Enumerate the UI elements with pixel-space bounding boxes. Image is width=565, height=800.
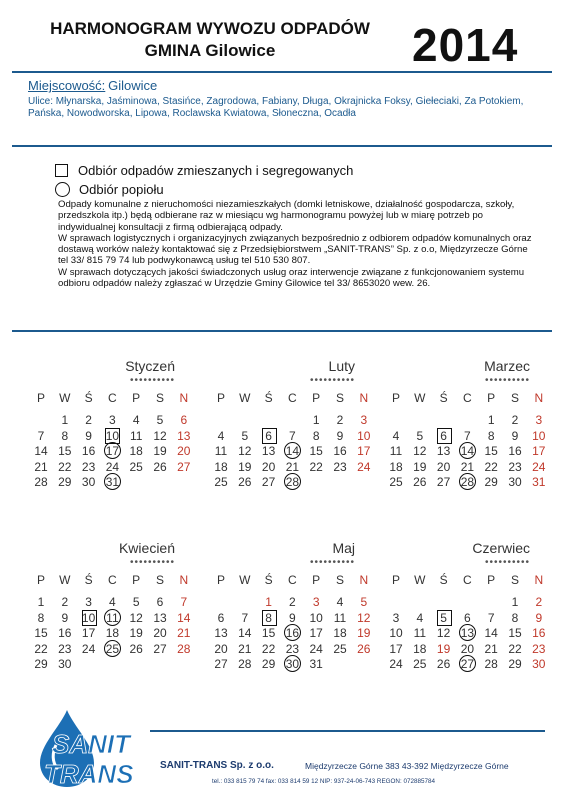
day-cell: 11	[413, 626, 427, 641]
day-cell: 14	[238, 626, 252, 641]
day-cell: 29	[34, 657, 48, 672]
legend-ash-label: Odbiór popiołu	[79, 182, 164, 197]
day-cell: 9	[61, 610, 69, 625]
weekday-header: W	[59, 573, 71, 587]
day-cell: 17	[532, 444, 546, 459]
weekday-header: P	[36, 573, 45, 587]
day-cell: 20	[177, 444, 191, 459]
square-icon	[55, 164, 68, 177]
weekday-header: Ś	[84, 573, 93, 587]
day-cell: 8	[61, 428, 69, 443]
footer-address: Międzyrzecze Górne 383 43-392 Międzyrzecze Górne	[305, 761, 509, 771]
day-cell: 24	[309, 641, 323, 656]
day-cell: 26	[129, 641, 143, 656]
day-cell: 5	[132, 595, 140, 609]
month-name: Czerwiec	[472, 540, 530, 556]
weekday-header: S	[510, 391, 519, 405]
month-calendar	[210, 358, 371, 498]
month-name: Marzec	[484, 358, 530, 374]
weekday-header: C	[108, 391, 117, 405]
day-cell: 15	[508, 626, 522, 641]
location-label: Miejscowość:	[28, 78, 106, 93]
day-cell: 22	[34, 641, 48, 656]
divider-middle	[12, 145, 552, 147]
weekday-header: N	[359, 391, 369, 405]
month-calendar	[210, 540, 371, 680]
day-cell: 21	[484, 641, 498, 656]
day-cell: 18	[333, 626, 347, 641]
weekday-header: N	[359, 573, 369, 587]
streets-label: Ulice:	[28, 96, 54, 107]
day-cell: 26	[357, 641, 371, 656]
day-cell: 11	[101, 610, 123, 626]
logo-text-bottom: TRANS	[44, 759, 134, 789]
weekday-header: C	[108, 573, 117, 587]
day-cell: 5	[416, 428, 424, 443]
day-cell: 24	[389, 657, 403, 672]
day-cell: 27	[456, 656, 478, 672]
weekday-header: P	[132, 573, 141, 587]
footer-contacts: tel.: 033 815 79 74 fax: 033 814 59 12 NIP: 937-24-06-743 REGON: 072885784	[212, 778, 435, 785]
month-name: Styczeń	[125, 358, 175, 374]
day-cell: 14	[34, 444, 48, 459]
day-cell: 20	[153, 626, 167, 641]
day-cell: 8	[258, 610, 280, 626]
day-cell: 20	[460, 641, 475, 656]
location-block	[28, 80, 548, 120]
day-cell: 30	[281, 656, 303, 672]
weekday-header: C	[463, 573, 472, 587]
title-line-1: HARMONOGRAM WYWOZU ODPADÓW	[50, 19, 370, 38]
day-cell: 3	[109, 413, 116, 427]
day-cell: 25	[333, 641, 347, 656]
weekday-header: N	[179, 391, 189, 405]
month-calendar	[385, 540, 546, 680]
day-cell: 30	[58, 657, 72, 672]
day-cell: 25	[389, 475, 403, 490]
day-cell: 14	[177, 610, 191, 625]
month-dots: ••••••••••	[129, 557, 175, 568]
weekday-header: Ś	[264, 573, 273, 587]
day-cell: 27	[214, 657, 228, 672]
day-cell: 1	[511, 595, 519, 609]
month-dots: ••••••••••	[309, 557, 355, 568]
day-cell: 25	[214, 475, 228, 490]
info-text	[58, 199, 538, 289]
weekday-header: N	[534, 573, 544, 587]
day-cell: 16	[58, 626, 72, 641]
day-cell: 18	[105, 626, 120, 641]
day-cell: 15	[484, 444, 498, 459]
title-line-2: GMINA Gilowice	[144, 41, 276, 60]
day-cell: 19	[153, 444, 167, 459]
day-cell: 7	[487, 610, 495, 625]
weekday-header: P	[312, 573, 321, 587]
day-cell: 19	[413, 459, 427, 474]
day-cell: 24	[357, 459, 371, 474]
day-cell: 7	[180, 595, 188, 609]
month-name: Kwiecień	[118, 540, 175, 556]
day-cell: 22	[58, 459, 72, 474]
weekday-header: P	[487, 573, 496, 587]
weekday-header: Ś	[84, 391, 93, 405]
weekday-header: W	[59, 391, 71, 405]
day-cell: 28	[484, 657, 498, 672]
day-cell: 17	[389, 641, 403, 656]
day-cell: 13	[261, 444, 276, 459]
day-cell: 2	[336, 413, 344, 427]
day-cell: 2	[289, 595, 296, 609]
day-cell: 22	[508, 641, 522, 656]
day-cell: 5	[360, 595, 368, 609]
day-cell: 20	[261, 459, 276, 474]
info-paragraph: Odpady komunalne z nieruchomości niezamieszkałych (domki letniskowe, działalność gospodarcza, szkoły, przedszkola itp.) będą odbierane raz w miesiącu wg harmonogramu powyżej lub w miarę potrzeb po indywidualnej konsultacji z firmą odbierającą odpady.	[58, 199, 515, 233]
day-cell: 26	[413, 475, 427, 490]
weekday-header: N	[534, 391, 544, 405]
day-cell: 12	[357, 610, 371, 625]
legend-mixed-label: Odbiór odpadów zmieszanych i segregowanych	[78, 163, 354, 178]
day-cell: 15	[309, 444, 323, 459]
day-cell: 10	[532, 428, 546, 443]
day-cell: 13	[436, 444, 451, 459]
day-cell: 12	[129, 610, 143, 625]
weekday-header: W	[414, 391, 426, 405]
weekday-header: S	[155, 391, 164, 405]
day-cell: 19	[129, 626, 143, 641]
day-cell: 22	[261, 641, 276, 656]
day-cell: 23	[532, 641, 546, 656]
weekday-header: Ś	[264, 391, 273, 405]
day-cell: 7	[37, 428, 45, 443]
day-cell: 24	[532, 459, 546, 474]
day-cell: 19	[357, 626, 371, 641]
day-cell: 17	[309, 626, 323, 641]
day-cell: 4	[217, 428, 225, 443]
day-cell: 14	[484, 626, 498, 641]
day-cell: 3	[392, 610, 400, 625]
day-cell: 21	[177, 626, 191, 641]
weekday-header: P	[391, 391, 400, 405]
day-cell: 27	[177, 459, 191, 474]
day-cell: 8	[37, 610, 45, 625]
day-cell: 1	[265, 595, 272, 609]
day-cell: 22	[309, 459, 323, 474]
day-cell: 20	[436, 459, 451, 474]
day-cell: 28	[34, 475, 48, 490]
day-cell: 18	[413, 641, 427, 656]
weekday-header: C	[288, 391, 297, 405]
day-cell: 16	[532, 626, 546, 641]
day-cell: 28	[238, 657, 252, 672]
day-cell: 13	[214, 626, 228, 641]
day-cell: 23	[81, 459, 96, 474]
day-cell: 23	[333, 459, 347, 474]
weekday-header: W	[239, 573, 251, 587]
day-cell: 17	[357, 444, 371, 459]
day-cell: 9	[85, 428, 92, 443]
day-cell: 10	[357, 428, 371, 443]
weekday-header: N	[179, 573, 189, 587]
day-cell: 7	[289, 428, 296, 443]
day-cell: 16	[333, 444, 347, 459]
weekday-header: C	[288, 573, 297, 587]
day-cell: 9	[535, 610, 543, 625]
day-cell: 6	[180, 413, 188, 427]
day-cell: 3	[360, 413, 368, 427]
day-cell: 16	[81, 444, 96, 459]
day-cell: 27	[153, 641, 167, 656]
day-cell: 7	[464, 428, 471, 443]
day-cell: 21	[34, 459, 48, 474]
weekday-header: S	[335, 391, 344, 405]
day-cell: 16	[281, 625, 303, 641]
day-cell: 8	[312, 428, 320, 443]
day-cell: 18	[214, 459, 228, 474]
month-calendar	[30, 540, 191, 680]
day-cell: 30	[81, 475, 96, 490]
day-cell: 25	[101, 641, 123, 657]
month-dots: ••••••••••	[309, 375, 355, 386]
day-cell: 3	[312, 595, 320, 609]
day-cell: 14	[456, 443, 478, 459]
day-cell: 24	[81, 641, 96, 656]
day-cell: 13	[177, 428, 191, 443]
day-cell: 27	[436, 475, 451, 490]
day-cell: 4	[336, 595, 344, 609]
day-cell: 10	[309, 610, 323, 625]
page-title	[10, 18, 410, 62]
weekday-header: Ś	[439, 573, 448, 587]
day-cell: 12	[153, 428, 167, 443]
day-cell: 23	[508, 459, 522, 474]
weekday-header: Ś	[439, 391, 448, 405]
day-cell: 21	[285, 459, 300, 474]
weekday-header: P	[132, 391, 141, 405]
month-dots: ••••••••••	[484, 557, 530, 568]
info-paragraph: W sprawach dotyczących jakości świadczonych usług oraz interwencje związane z funkcjonowaniem systemu odbioru odpadów należy zgłaszać w Urzędzie Gminy Gilowice tel 33/ 8653020 wew. 26.	[58, 266, 525, 290]
day-cell: 14	[281, 443, 303, 459]
day-cell: 11	[389, 444, 403, 459]
weekday-header: C	[463, 391, 472, 405]
day-cell: 22	[484, 459, 498, 474]
day-cell: 15	[261, 626, 276, 641]
day-cell: 8	[487, 428, 495, 443]
day-cell: 6	[217, 610, 225, 625]
day-cell: 11	[333, 610, 347, 625]
footer-company: SANIT-TRANS Sp. z o.o.	[160, 760, 274, 771]
divider-calendar	[12, 330, 552, 332]
day-cell: 2	[61, 595, 69, 609]
day-cell: 10	[78, 610, 100, 626]
month-dots: ••••••••••	[129, 375, 175, 386]
month-dots: ••••••••••	[484, 375, 530, 386]
day-cell: 31	[309, 657, 323, 672]
weekday-header: S	[510, 573, 519, 587]
day-cell: 1	[487, 413, 495, 427]
day-cell: 31	[532, 475, 546, 490]
day-cell: 6	[464, 610, 471, 625]
day-cell: 15	[58, 444, 72, 459]
day-cell: 20	[214, 641, 228, 656]
day-cell: 15	[34, 626, 48, 641]
day-cell: 18	[129, 444, 143, 459]
day-cell: 30	[532, 657, 546, 672]
weekday-header: P	[487, 391, 496, 405]
day-cell: 1	[312, 413, 320, 427]
day-cell: 9	[289, 610, 296, 625]
weekday-header: S	[155, 573, 164, 587]
day-cell: 8	[511, 610, 519, 625]
day-cell: 13	[153, 610, 167, 625]
day-cell: 23	[58, 641, 72, 656]
day-cell: 1	[37, 595, 45, 609]
day-cell: 7	[241, 610, 249, 625]
legend-ash	[55, 182, 164, 197]
weekday-header: S	[335, 573, 344, 587]
day-cell: 1	[61, 413, 69, 427]
weekday-header: P	[312, 391, 321, 405]
info-paragraph: W sprawach logistycznych i organizacyjnych związanych bezpośrednio z odbiorem odpadów komunalnych oraz dostawą worków należy kontaktować się z Przedsiębiorstwem „SANIT-TRANS” Sp. z o.o, Międzyrzecze Górne tel 33/ 815 79 74 lub podwykonawcą usług tel 510 530 807.	[58, 232, 532, 267]
day-cell: 9	[336, 428, 344, 443]
day-cell: 25	[413, 657, 427, 672]
day-cell: 28	[177, 641, 191, 656]
logo-text-top: SANIT	[52, 729, 130, 759]
day-cell: 4	[416, 610, 424, 625]
day-cell: 29	[261, 657, 276, 672]
day-cell: 10	[389, 626, 403, 641]
day-cell: 27	[261, 475, 276, 490]
day-cell: 21	[238, 641, 252, 656]
day-cell: 29	[58, 475, 72, 490]
day-cell: 30	[508, 475, 522, 490]
day-cell: 23	[285, 641, 300, 656]
day-cell: 12	[436, 626, 451, 641]
day-cell: 5	[241, 428, 249, 443]
day-cell: 28	[281, 474, 303, 490]
month-name: Luty	[328, 358, 355, 374]
day-cell: 9	[511, 428, 519, 443]
weekday-header: P	[216, 391, 225, 405]
day-cell: 6	[433, 428, 455, 444]
sanit-trans-logo	[22, 705, 152, 790]
day-cell: 28	[456, 474, 478, 490]
day-cell: 25	[129, 459, 143, 474]
divider-top	[12, 71, 552, 73]
day-cell: 12	[413, 444, 427, 459]
day-cell: 5	[156, 413, 164, 427]
day-cell: 16	[508, 444, 522, 459]
day-cell: 24	[105, 459, 120, 474]
day-cell: 26	[436, 657, 451, 672]
day-cell: 31	[101, 474, 123, 490]
day-cell: 5	[433, 610, 455, 626]
day-cell: 2	[511, 413, 519, 427]
circle-icon	[55, 182, 70, 197]
weekday-header: P	[36, 391, 45, 405]
day-cell: 19	[238, 459, 252, 474]
day-cell: 17	[101, 443, 123, 459]
day-cell: 4	[109, 595, 116, 609]
year: 2014	[412, 19, 519, 71]
location-value: Gilowice	[108, 78, 158, 93]
day-cell: 12	[238, 444, 252, 459]
day-cell: 6	[156, 595, 164, 609]
day-cell: 26	[238, 475, 252, 490]
day-cell: 29	[484, 475, 498, 490]
legend-mixed	[55, 163, 353, 178]
day-cell: 17	[81, 626, 96, 641]
day-cell: 18	[389, 459, 403, 474]
day-cell: 21	[460, 459, 475, 474]
weekday-header: P	[391, 573, 400, 587]
weekday-header: P	[216, 573, 225, 587]
day-cell: 10	[101, 428, 123, 444]
day-cell: 6	[258, 428, 280, 444]
month-calendar	[385, 358, 546, 498]
day-cell: 11	[214, 444, 228, 459]
weekday-header: W	[239, 391, 251, 405]
day-cell: 3	[85, 595, 92, 609]
day-cell: 4	[132, 413, 140, 427]
streets-list: Młynarska, Jaśminowa, Stasińce, Zagrodowa, Fabiany, Długa, Okrajnicka Foksy, Giełeciaki, Za Potokiem, Pańska, Nowodworska, Lipowa, Roclawska Kwiatowa, Słoneczna, Ocadła	[28, 96, 524, 119]
weekday-header: W	[414, 573, 426, 587]
day-cell: 19	[436, 641, 451, 656]
day-cell: 2	[535, 595, 543, 609]
month-calendar	[30, 358, 191, 498]
day-cell: 2	[85, 413, 92, 427]
day-cell: 11	[129, 428, 143, 443]
day-cell: 4	[392, 428, 400, 443]
divider-footer	[150, 730, 545, 732]
month-name: Maj	[332, 540, 355, 556]
day-cell: 26	[153, 459, 167, 474]
day-cell: 13	[456, 625, 478, 641]
day-cell: 29	[508, 657, 522, 672]
day-cell: 3	[535, 413, 543, 427]
